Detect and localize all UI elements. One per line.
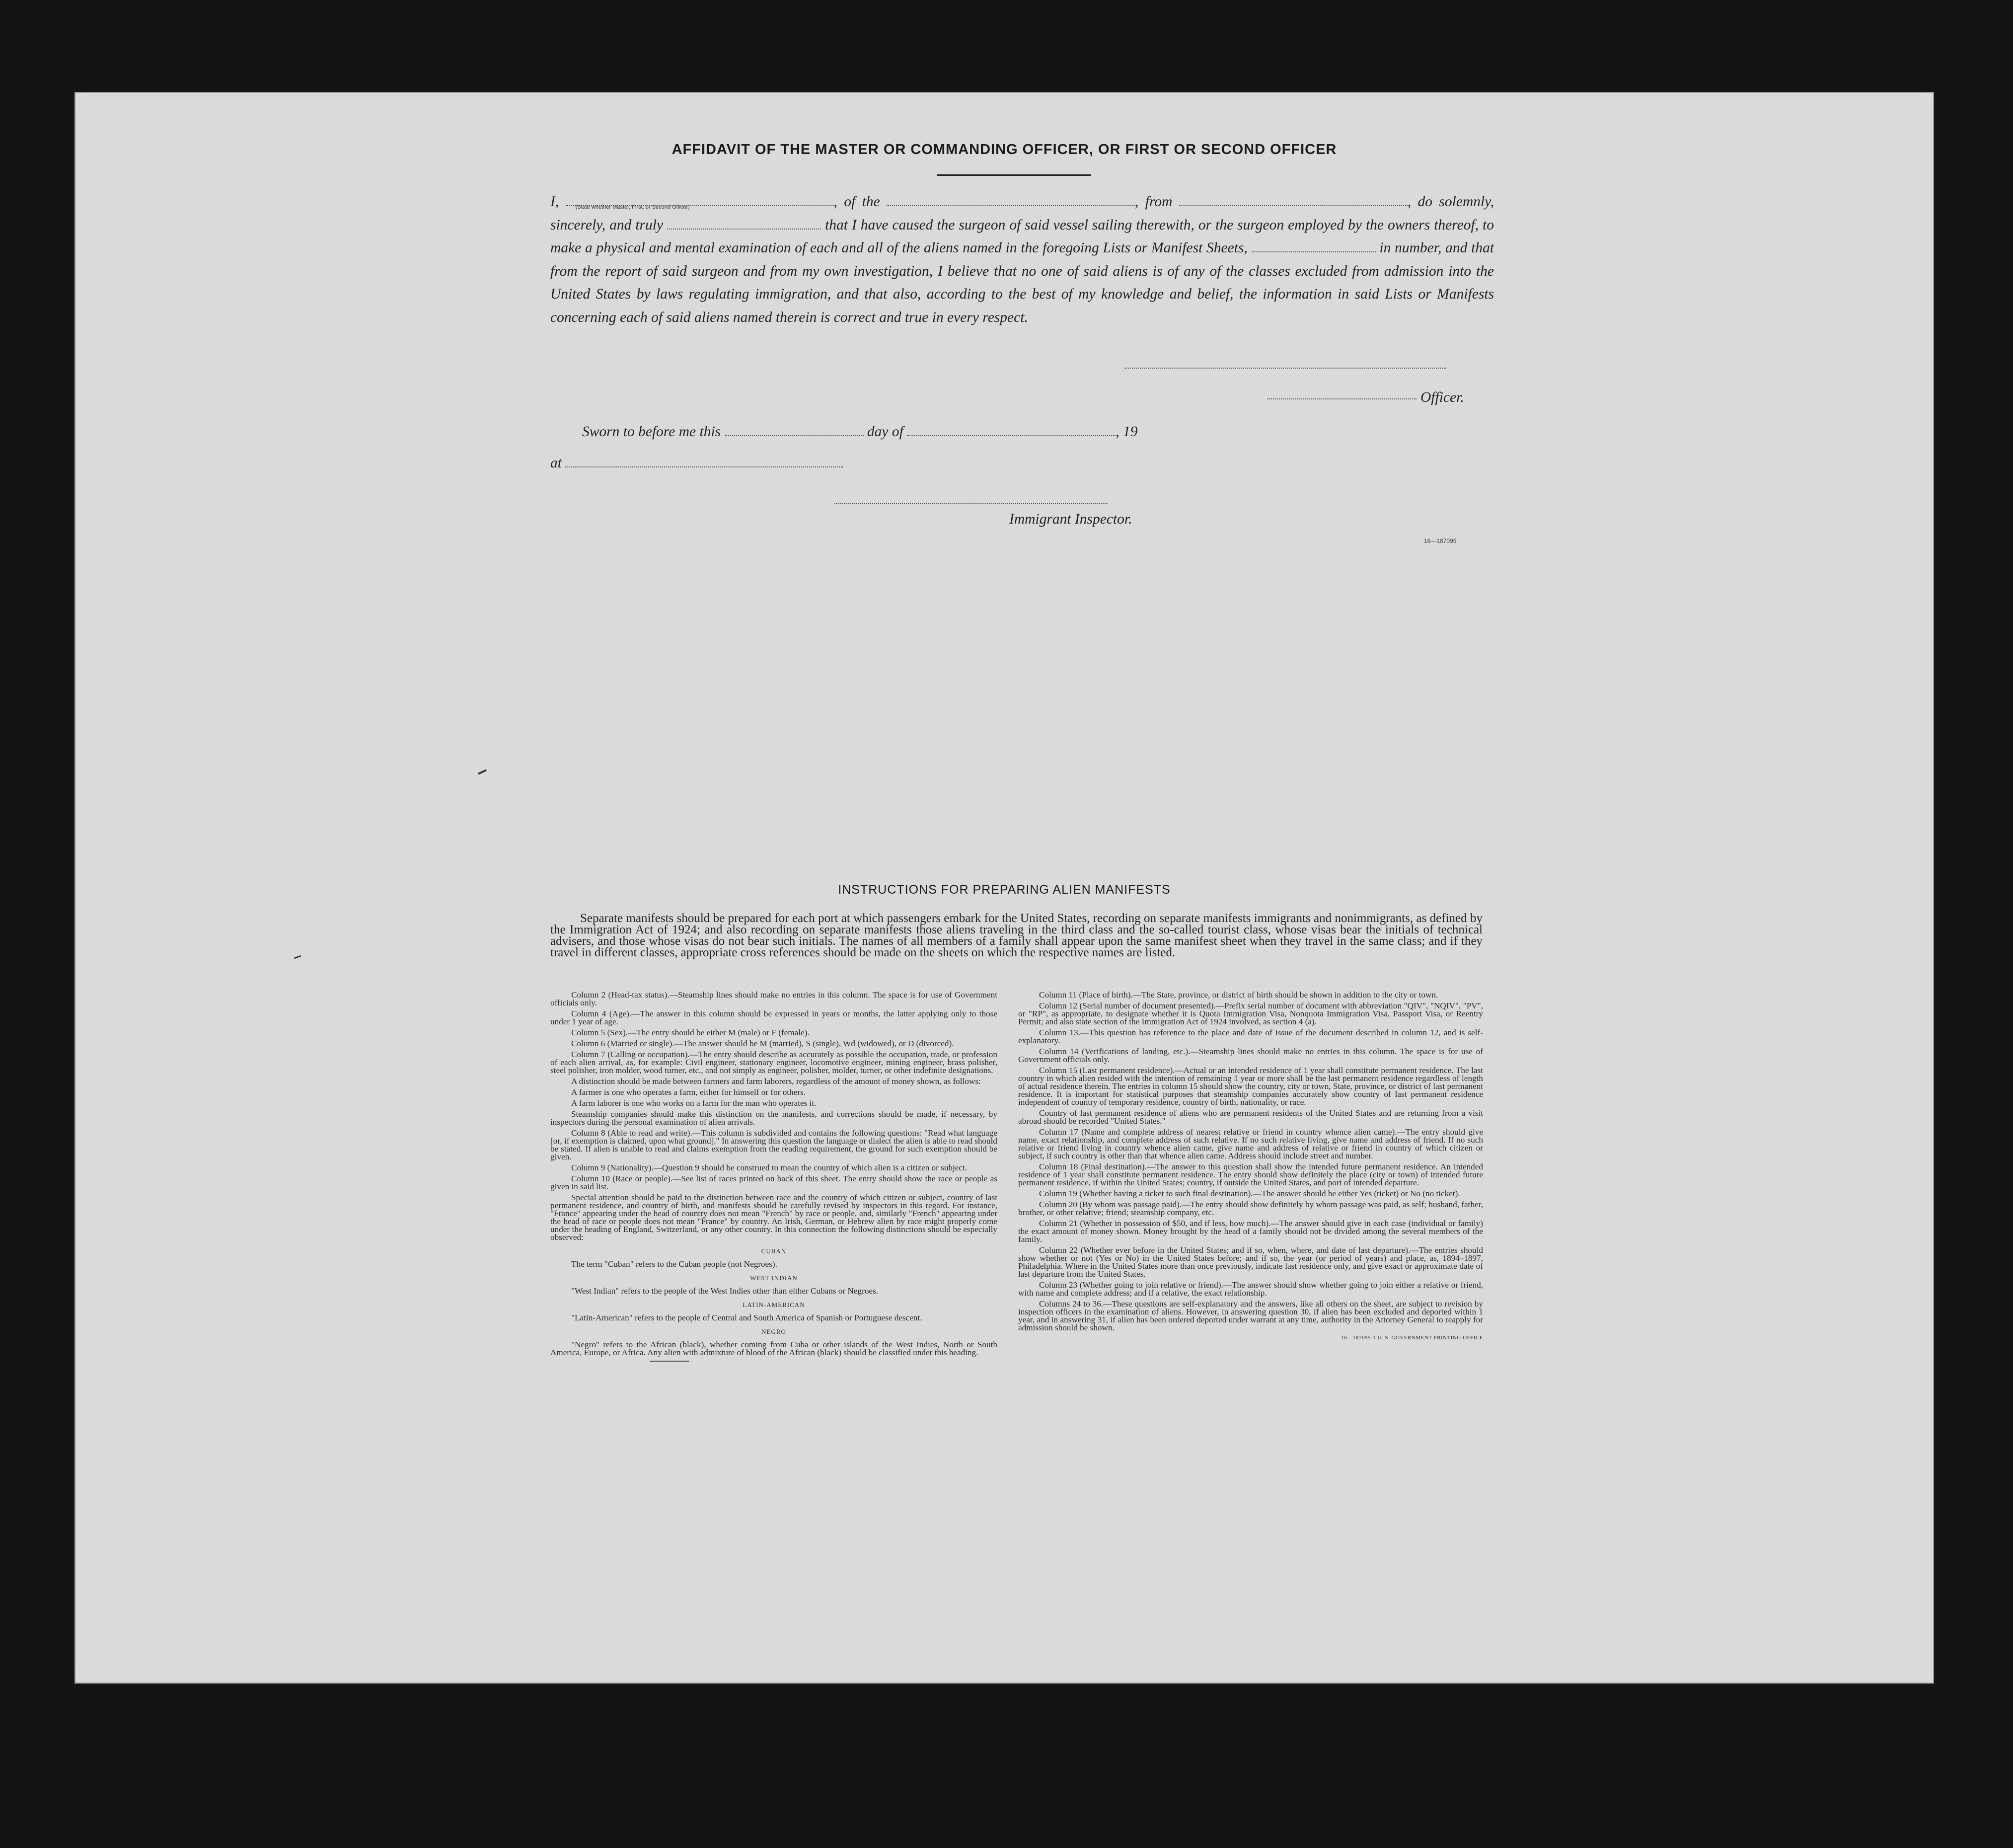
sworn-month-field[interactable] [907, 423, 1116, 436]
heading-cuban: CUBAN [761, 1247, 787, 1255]
word-i: I, [550, 194, 559, 210]
instruction-paragraph: A farm laborer is one who works on a farm for the man who operates it. [571, 1098, 817, 1108]
date-field[interactable] [667, 217, 821, 230]
affidavit-text-2: in number, and that from the report of said surgeon and from my own investigation, I believe that no one of said aliens is of any of the classes excluded from admission into the United States by laws regulating immigration, and that also, according to the best of my knowledge and belief, the information in said Lists or Manifests concerning each of said aliens named therein is correct and true in every respect. [550, 240, 1494, 325]
instruction-paragraph: Column 17 (Name and complete address of nearest relative or friend in country whence alien came).—The entry should give name, exact relationship, and complete address of such relative. If no such relative living, give name and address of friend. If no such relative or friend living in country whence alien came, give name and address of relative or friend in country of which citizen or subject, if such country is other than that whence alien came. Address should include street and number. [1018, 1127, 1483, 1160]
instruction-paragraph: Country of last permanent residence of aliens who are permanent residents of the United States and are returning from a visit abroad should be recorded "United States." [1018, 1108, 1483, 1126]
sworn-place-field[interactable] [565, 455, 843, 467]
officer-label: Officer. [1420, 389, 1464, 405]
title-divider [937, 174, 1091, 176]
port-from-field[interactable] [1179, 193, 1408, 206]
intro-paragraph: Separate manifests should be prepared for each port at which passengers embark for the United States, recording on separate manifests immigrants and nonimmigrants, as defined by the Immigration Act of 1924; and also recording on separate manifests those aliens traveling in the third class and the so-called tourist class, whose visas bear the initials of technical advisers, and those whose visas do not bear such initials. The names of all members of a family shall appear upon the same manifest sheet when they travel in the same class; and if they travel in different classes, appropriate cross references should be made on the sheets on which the respective names are listed. [550, 912, 1483, 959]
word-solemnly: solemnly, sincerely, and truly [550, 194, 1494, 233]
west-indian-paragraph: "West Indian" refers to the people of the West Indies other than either Cubans or Negroes. [571, 1286, 879, 1296]
officer-signature-line[interactable] [1124, 368, 1446, 369]
at-line [550, 455, 843, 471]
sworn-text: Sworn to before me this [582, 424, 721, 440]
heading-west-indian: WEST INDIAN [750, 1274, 798, 1282]
state-note: (State whether Master, First, or Second Officer) [575, 204, 690, 210]
stray-mark [478, 769, 487, 774]
instructions-intro [550, 913, 1483, 958]
affidavit-body [550, 190, 1494, 329]
form-number: 16—187095 [1424, 538, 1457, 544]
instructions-title: INSTRUCTIONS FOR PREPARING ALIEN MANIFESTS [838, 883, 1171, 897]
instruction-paragraph: Column 21 (Whether in possession of $50, and if less, how much).—The answer should give in each case (individual or family) the exact amount of money shown. Money brought by the head of a family should not be divided among the several members of the family. [1018, 1219, 1483, 1244]
officer-title-line[interactable] [1267, 398, 1417, 399]
document-page [75, 92, 1934, 1684]
instruction-paragraph: Column 11 (Place of birth).—The State, province, or district of birth should be shown in addition to the city or town. [1039, 990, 1438, 1000]
stray-mark [294, 955, 301, 959]
word-do: , do [1407, 194, 1433, 210]
at-label: at [550, 455, 562, 471]
latin-american-paragraph: "Latin-American" refers to the people of Central and South America of Spanish or Portuguese descent. [571, 1313, 922, 1322]
instruction-paragraph: Steamship companies should make this distinction on the manifests, and corrections should be made, if necessary, by inspectors during the personal examination of alien arrivals. [550, 1109, 997, 1127]
instruction-paragraph: Columns 24 to 36.—These questions are self-explanatory and the answers, like all others on the sheet, are subject to revision by inspection officers in the examination of aliens. However, in answering question 30, if alien has been excluded and deported within 1 year, and in answering 31, if alien has been ordered deported under warrant at any time, authority in the Attorney General to reapply for admission should be shown. [1018, 1299, 1483, 1332]
inspector-label: Immigrant Inspector. [1009, 511, 1132, 527]
instruction-paragraph: Column 8 (Able to read and write).—This column is subdivided and contains the following questions: "Read what language [or, if exemption is claimed, upon what ground]." In answering this question the language or dialect the alien is able to read should be stated. If alien is unable to read and claims exemption from the reading requirement, the ground for such exemption should be given. [550, 1128, 997, 1161]
instruction-paragraph: Column 13.—This question has reference to the place and date of issue of the document described in column 12, and is self-explanatory. [1018, 1028, 1483, 1045]
instruction-paragraph: Column 22 (Whether ever before in the United States; and if so, when, where, and date of last departure).—The entries should show whether or not (Yes or No) in the United States before; and if so, the year (or period of years) and place, as, 1894–1897, Philadelphia. Where in the United States more than once previously, indicate last residence only, and give exact or approximate date of last departure from the United States. [1018, 1245, 1483, 1279]
instruction-paragraph: Column 7 (Calling or occupation).—The entry should describe as accurately as possible the occupation, trade, or profession of each alien arrival, as, for example: Civil engineer, stationary engineer, locomotive engineer, mining engineer, brass polisher, steel polisher, iron molder, wood turner, etc., and not simply as engineer, polisher, molder, turner, or other indefinite designations. [550, 1050, 997, 1075]
sworn-line [582, 423, 1137, 440]
instruction-paragraph: A farmer is one who operates a farm, either for himself or for others. [571, 1087, 806, 1097]
instruction-paragraph: A distinction should be made between farmers and farm laborers, regardless of the amount of money shown, as follows: [571, 1077, 981, 1086]
instruction-paragraph: Column 2 (Head-tax status).—Steamship lines should make no entries in this column. The space is for use of Government officials only. [550, 990, 997, 1007]
instruction-paragraph: Column 5 (Sex).—The entry should be either M (male) or F (female). [571, 1028, 810, 1037]
vessel-name-field[interactable] [887, 193, 1135, 206]
sheet-count-field[interactable] [1252, 239, 1376, 252]
word-from: , from [1135, 194, 1173, 210]
instructions-left-column [550, 991, 997, 1362]
heading-latin-american: LATIN-AMERICAN [743, 1301, 805, 1309]
instruction-paragraph: Column 19 (Whether having a ticket to such final destination).—The answer should be either Yes (ticket) or No (no ticket). [1039, 1189, 1460, 1198]
sworn-day-field[interactable] [725, 423, 864, 436]
negro-paragraph: "Negro" refers to the African (black), whether coming from Cuba or other islands of the West Indies, North or South America, Europe, or Africa. Any alien with admixture of blood of the African (black) should be classified under this heading. [550, 1340, 997, 1357]
instruction-paragraph: Column 10 (Race or people).—See list of races printed on back of this sheet. The entry should show the race or people as given in said list. [550, 1174, 997, 1191]
instruction-paragraph: Column 4 (Age).—The answer in this column should be expressed in years or months, the latter applying only to those under 1 year of age. [550, 1009, 997, 1026]
instruction-paragraph: Column 9 (Nationality).—Question 9 should be construed to mean the country of which alien is a citizen or subject. [571, 1163, 968, 1172]
day-of-text: day of [867, 424, 903, 440]
instruction-paragraph: Column 20 (By whom was passage paid).—The entry should show definitely by whom passage was paid, as self; husband, father, brother, or other relative; friend; steamship company, etc. [1018, 1200, 1483, 1217]
instruction-paragraph: Column 12 (Serial number of document presented).—Prefix serial number of document with abbreviation "QIV", "NQIV", "PV", or "RP", as appropriate, to designate whether it is Quota Immigration Visa, Nonquota Immigration Visa, Passport Visa, or Reentry Permit; and also state section of the Immigration Act of 1924 involved, as section 4 (a). [1018, 1001, 1483, 1026]
instructions-right-column [1018, 991, 1483, 1345]
instruction-paragraph: Column 23 (Whether going to join relative or friend).—The answer should show whether going to join either a relative or friend, with name and complete address; and if a relative, the exact relationship. [1018, 1280, 1483, 1298]
heading-negro: NEGRO [761, 1328, 786, 1335]
affidavit-title: AFFIDAVIT OF THE MASTER OR COMMANDING OFFICER, OR FIRST OR SECOND OFFICER [671, 142, 1337, 157]
cuban-paragraph: The term "Cuban" refers to the Cuban people (not Negroes). [571, 1259, 777, 1269]
word-of-the: , of the [833, 194, 880, 210]
affidavit-text-1: that I have caused the surgeon of said vessel sailing therewith, or the surgeon employed by the owners thereof, to make a physical and mental examination of each and all of the aliens named in the foregoing Lists or Manifest Sheets, [550, 217, 1494, 256]
instruction-paragraph: Column 18 (Final destination).—The answer to this question shall show the intended future permanent residence. An intended residence of 1 year shall constitute permanent residence. The entry should show definitely the place (city or town) of intended future permanent residence, if within the United States; country, if outside the United States, and port of intended departure. [1018, 1162, 1483, 1187]
instruction-paragraph: Special attention should be paid to the distinction between race and the country of which citizen or subject, country of last permanent residence, and country of birth, and manifests should be carefully revised by inspectors in this regard. For instance, "France" appearing under the head of country does not mean "French" by race or people, and, similarly "French" appearing under the head of race or people does not mean "France" by country. An Irish, German, or Hebrew alien by race might properly come under the heading of England, Switzerland, or any other country. In this connection the following distinctions should be especially observed: [550, 1193, 997, 1242]
instruction-paragraph: Column 14 (Verifications of landing, etc.).—Steamship lines should make no entries in this column. The space is for use of Government officials only. [1018, 1047, 1483, 1064]
end-rule [650, 1361, 689, 1362]
instruction-paragraph: Column 15 (Last permanent residence).—Actual or an intended residence of 1 year shall constitute permanent residence. The last country in which alien resided with the intention of remaining 1 year or more shall be the last permanent residence regardless of length of actual residence therein. The entries in column 15 should show the country, city or town, State, province, or district of last permanent residence. It is important for statistical purposes that steamship companies accurately show country of last permanent residence independent of country of temporary residence, country of birth, nationality, or race. [1018, 1066, 1483, 1107]
instruction-paragraph: Column 6 (Married or single).—The answer should be M (married), S (single), Wd (widowed), or D (divorced). [571, 1039, 954, 1048]
printing-office-footer: 16—187095-1 U. S. GOVERNMENT PRINTING OFFICE [1341, 1335, 1483, 1341]
year-prefix: , 19 [1116, 424, 1138, 440]
inspector-signature-line[interactable] [834, 503, 1108, 504]
